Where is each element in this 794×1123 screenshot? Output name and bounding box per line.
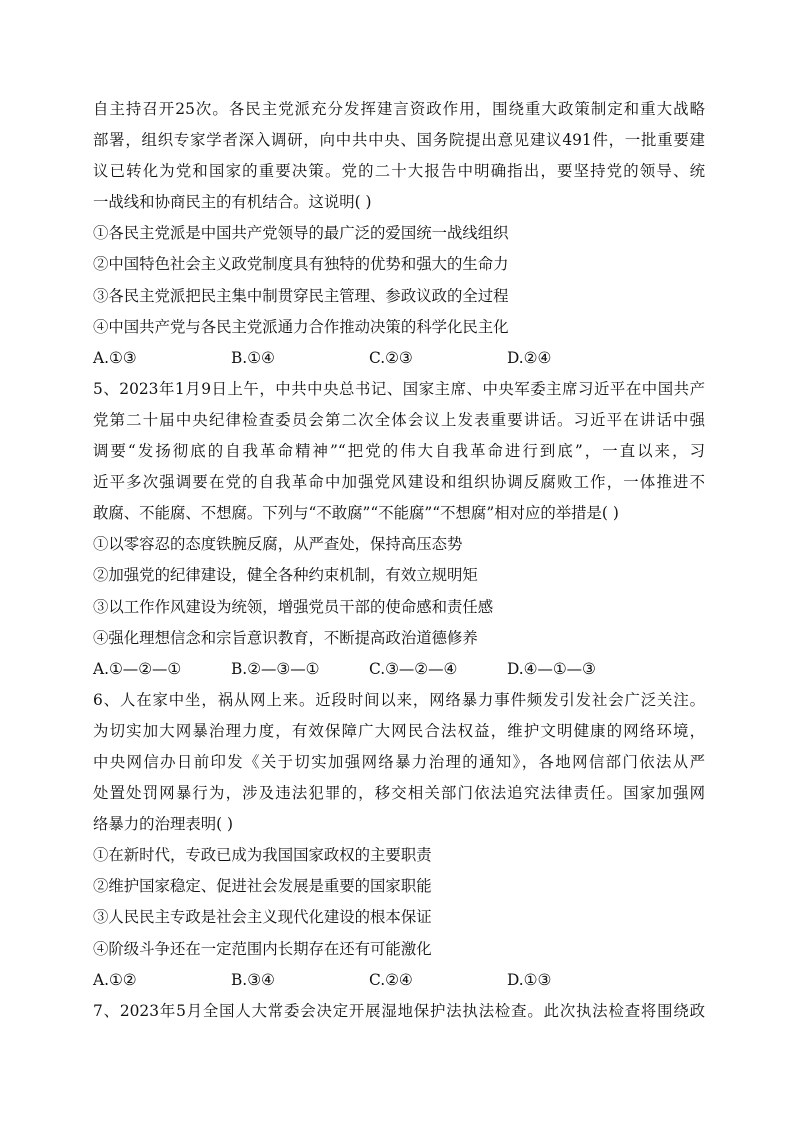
question-5-stem-line: 近平多次强调要在党的自我革命中加强党风建设和组织协调反腐败工作，一体推进不 bbox=[93, 473, 705, 492]
question-4-statement-3: ③各民主党派把民主集中制贯穿民主管理、参政议政的全过程 bbox=[93, 286, 509, 305]
question-4-statement-1: ①各民主党派是中国共产党领导的最广泛的爱国统一战线组织 bbox=[93, 224, 509, 243]
question-6-statement-2: ②维护国家稳定、促进社会发展是重要的国家职能 bbox=[93, 877, 432, 896]
question-6-statement-1: ①在新时代，专政已成为我国国家政权的主要职责 bbox=[93, 846, 432, 865]
question-5-statement-1: ①以零容忍的态度铁腕反腐，从严查处，保持高压态势 bbox=[93, 535, 463, 554]
question-4-statement-4: ④中国共产党与各民主党派通力合作推动决策的科学化民主化 bbox=[93, 317, 509, 336]
question-4-option-b[interactable]: B.①④ bbox=[231, 348, 275, 367]
question-6-options bbox=[93, 965, 705, 996]
question-5-stem-line: 敢腐、不能腐、不想腐。下列与“不敢腐”“不能腐”“不想腐”相对应的举措是( ) bbox=[93, 504, 619, 523]
question-6-stem-line: 为切实加大网暴治理力度，有效保障广大网民合法权益，维护文明健康的网络环境， bbox=[93, 721, 705, 740]
question-6-option-b[interactable]: B.③④ bbox=[231, 970, 275, 989]
question-5-statement-2: ②加强党的纪律建设，健全各种约束机制，有效立规明矩 bbox=[93, 566, 478, 585]
question-6-stem-line: 中央网信办日前印发《关于切实加强网络暴力治理的通知》，各地网信部门依法从严 bbox=[93, 752, 705, 771]
question-4-stem-line: 议已转化为党和国家的重要决策。党的二十大报告中明确指出，要坚持党的领导、统 bbox=[93, 162, 705, 181]
question-6-stem-line: 6、人在家中坐，祸从网上来。近段时间以来，网络暴力事件频发引发社会广泛关注。 bbox=[93, 690, 705, 709]
question-5 bbox=[93, 374, 705, 685]
question-4-option-d[interactable]: D.②④ bbox=[507, 348, 552, 367]
question-5-option-a[interactable]: A.①—②—① bbox=[93, 659, 182, 678]
question-6-statement-3: ③人民民主专政是社会主义现代化建设的根本保证 bbox=[93, 908, 432, 927]
question-6 bbox=[93, 685, 705, 996]
question-5-option-c[interactable]: C.③—②—④ bbox=[369, 659, 458, 678]
question-4-stem-line: 一战线和协商民主的有机结合。这说明( ) bbox=[93, 193, 372, 212]
question-5-statement-4: ④强化理想信念和宗旨意识教育，不断提高政治道德修养 bbox=[93, 628, 478, 647]
question-4-options bbox=[93, 343, 705, 374]
question-6-stem-line: 络暴力的治理表明( ) bbox=[93, 815, 234, 834]
question-5-stem-line: 5、2023年1月9日上午，中共中央总书记、国家主席、中央军委主席习近平在中国共产 bbox=[93, 379, 705, 398]
question-5-options bbox=[93, 654, 705, 685]
question-4-option-a[interactable]: A.①③ bbox=[93, 348, 137, 367]
question-5-option-b[interactable]: B.②—③—① bbox=[231, 659, 320, 678]
page-content bbox=[93, 94, 705, 1027]
question-6-option-d[interactable]: D.①③ bbox=[507, 970, 552, 989]
question-5-option-d[interactable]: D.④—①—③ bbox=[507, 659, 596, 678]
question-6-stem-line: 处置处罚网暴行为，涉及违法犯罪的，移交相关部门依法追究法律责任。国家加强网 bbox=[93, 784, 705, 803]
question-6-option-c[interactable]: C.②④ bbox=[369, 970, 413, 989]
question-4 bbox=[93, 94, 705, 374]
question-5-stem-line: 调要“发扬彻底的自我革命精神”“把党的伟大自我革命进行到底”，一直以来，习 bbox=[93, 442, 705, 461]
question-7 bbox=[93, 996, 705, 1027]
question-4-stem-line: 自主持召开25次。各民主党派充分发挥建言资政作用，围绕重大政策制定和重大战略 bbox=[93, 100, 705, 118]
question-6-statement-4: ④阶级斗争还在一定范围内长期存在还有可能激化 bbox=[93, 939, 432, 958]
question-4-stem-line: 部署，组织专家学者深入调研，向中共中央、国务院提出意见建议491件，一批重要建 bbox=[93, 131, 705, 150]
question-5-statement-3: ③以工作作风建设为统领，增强党员干部的使命感和责任感 bbox=[93, 597, 494, 616]
question-5-stem-line: 党第二十届中央纪律检查委员会第二次全体会议上发表重要讲话。习近平在讲话中强 bbox=[93, 410, 705, 429]
question-6-option-a[interactable]: A.①② bbox=[93, 970, 137, 989]
question-4-option-c[interactable]: C.②③ bbox=[369, 348, 413, 367]
question-4-statement-2: ②中国特色社会主义政党制度具有独特的优势和强大的生命力 bbox=[93, 255, 509, 274]
question-7-stem-line: 7、2023年5月全国人大常委会决定开展湿地保护法执法检查。此次执法检查将围绕政 bbox=[93, 1001, 705, 1020]
